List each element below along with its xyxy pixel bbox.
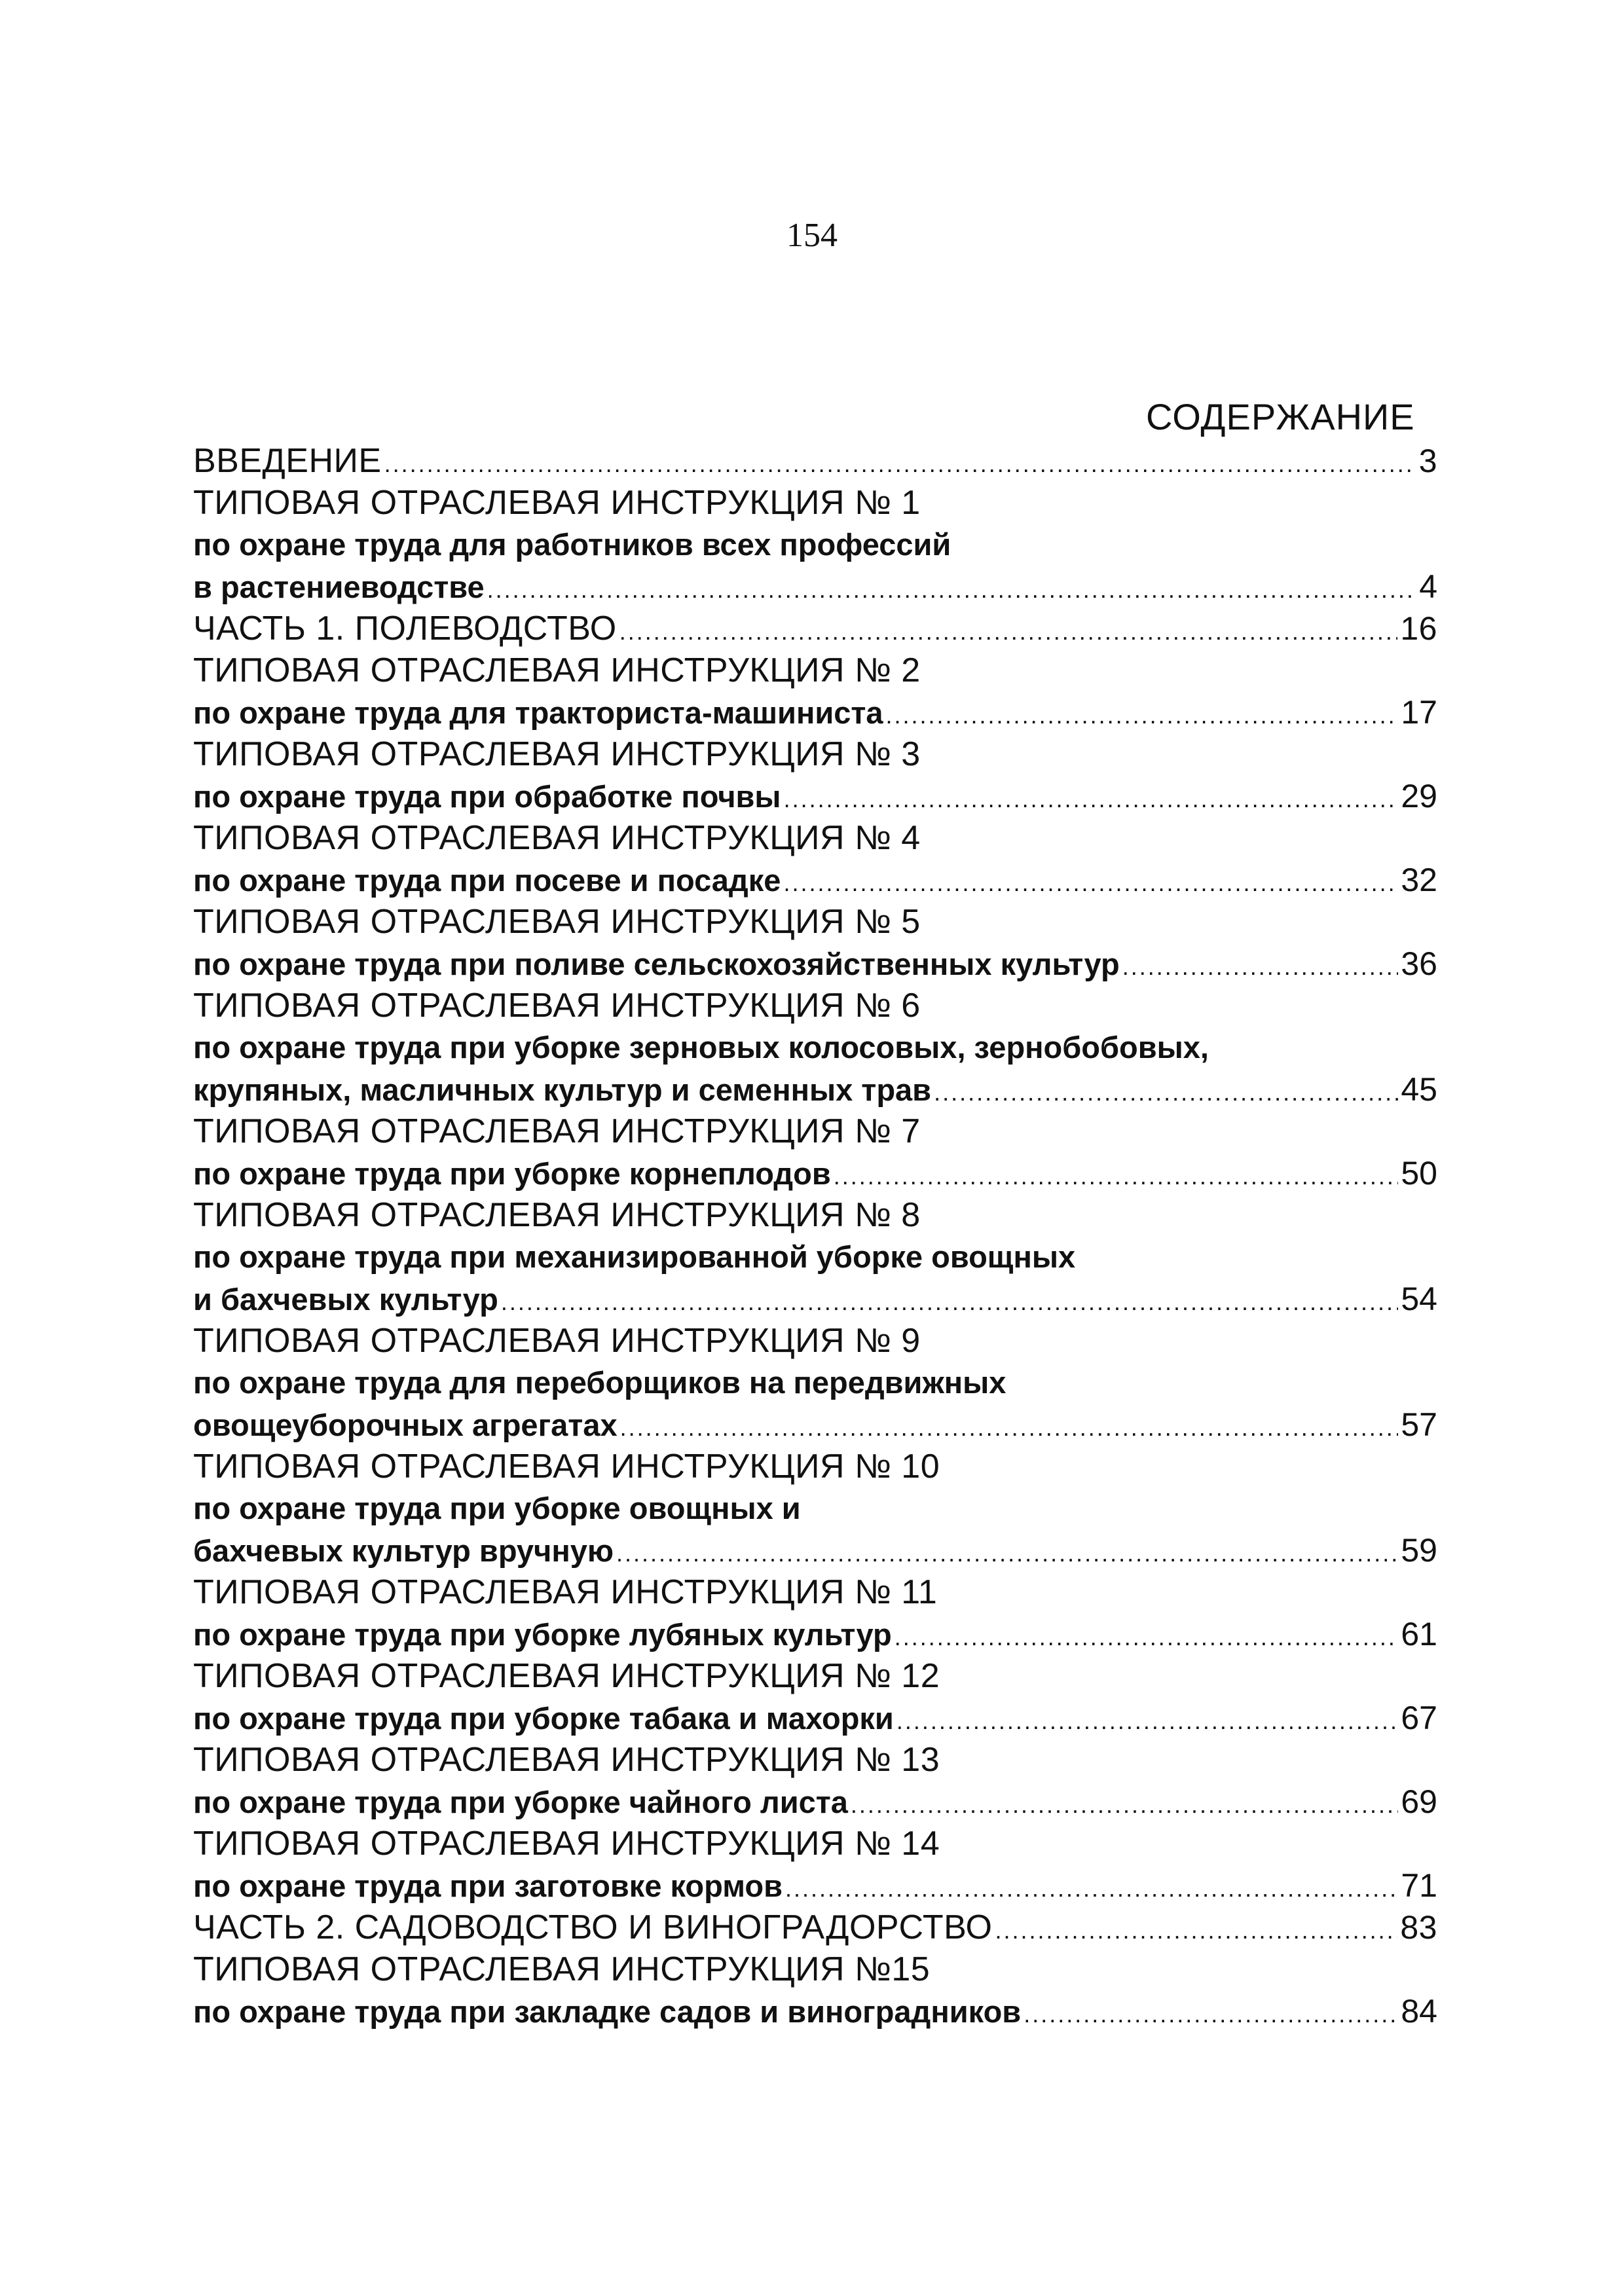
toc-entry: [193, 440, 1437, 482]
toc-entry-text: по охране труда при обработке почвы: [193, 779, 781, 814]
toc-entry-text: по охране труда при уборке табака и махорки: [193, 1701, 894, 1736]
toc-entry: [193, 1529, 1437, 1571]
toc-entry: [193, 1697, 1437, 1739]
toc-entry: [193, 901, 1437, 943]
toc-entry-text: ТИПОВАЯ ОТРАСЛЕВАЯ ИНСТРУКЦИЯ № 14: [193, 1825, 940, 1863]
toc-entry-page: 54: [1401, 1281, 1437, 1317]
dot-leader: [619, 611, 1398, 653]
dot-leader: [487, 569, 1417, 611]
toc-entry-page: 29: [1401, 778, 1437, 814]
toc-entry-page: 16: [1400, 610, 1437, 647]
toc-entry-text: ТИПОВАЯ ОТРАСЛЕВАЯ ИНСТРУКЦИЯ № 2: [193, 651, 921, 689]
toc-entry-text: и бахчевых культур: [193, 1282, 498, 1317]
dot-leader: [1024, 1994, 1398, 2035]
dot-leader: [886, 695, 1399, 737]
toc-entry-text: по охране труда для переборщиков на передвижных: [193, 1365, 1006, 1400]
dot-leader: [501, 1281, 1399, 1323]
toc-entry-text: ТИПОВАЯ ОТРАСЛЕВАЯ ИНСТРУКЦИЯ № 11: [193, 1573, 938, 1611]
toc-entry: [193, 1027, 1437, 1068]
dot-leader: [1122, 946, 1399, 988]
toc-entry: [193, 1236, 1437, 1278]
toc-entry: [193, 1990, 1437, 2032]
toc-entry: [193, 691, 1437, 733]
dot-leader: [785, 1868, 1398, 1910]
toc-entry-page: 4: [1419, 568, 1437, 605]
toc-entry-text: по охране труда при уборке чайного листа: [193, 1785, 848, 1819]
dot-leader: [384, 443, 1416, 485]
toc-entry-text: овощеуборочных агрегатах: [193, 1408, 618, 1442]
toc-entry-text: ЧАСТЬ 1. ПОЛЕВОДСТВО: [193, 610, 617, 647]
toc-entry-page: 84: [1401, 1993, 1437, 2030]
toc-entry-page: 61: [1401, 1616, 1437, 1652]
toc-entry: [193, 1948, 1437, 1990]
toc-entry: [193, 1571, 1437, 1613]
toc-entry-text: ТИПОВАЯ ОТРАСЛЕВАЯ ИНСТРУКЦИЯ № 7: [193, 1112, 921, 1150]
toc-entry: [193, 1781, 1437, 1823]
toc-entry-text: ТИПОВАЯ ОТРАСЛЕВАЯ ИНСТРУКЦИЯ №15: [193, 1950, 931, 1988]
toc-entry: [193, 1906, 1437, 1948]
toc-entry: [193, 1320, 1437, 1362]
toc-entry: [193, 566, 1437, 608]
toc-entry: [193, 1278, 1437, 1320]
toc-entry: [193, 1487, 1437, 1529]
toc-entry: [193, 985, 1437, 1027]
toc-entry-text: по охране труда для тракториста-машиниста: [193, 695, 883, 730]
toc-entry-page: 69: [1401, 1783, 1437, 1820]
toc-entry: [193, 1152, 1437, 1194]
toc-entry: [193, 1362, 1437, 1404]
toc-entry-text: ТИПОВАЯ ОТРАСЛЕВАЯ ИНСТРУКЦИЯ № 1: [193, 484, 921, 522]
dot-leader: [934, 1072, 1398, 1114]
toc-entry-text: по охране труда при закладке садов и виноградников: [193, 1994, 1022, 2029]
toc-entry: [193, 482, 1437, 524]
toc-entry: [193, 608, 1437, 649]
toc-entry-page: 3: [1418, 443, 1437, 479]
toc-title: СОДЕРЖАНИЕ: [1146, 396, 1415, 437]
toc-entry-page: 71: [1401, 1867, 1437, 1904]
toc-entry: [193, 1613, 1437, 1655]
toc-entry-text: в растениеводстве: [193, 570, 485, 604]
toc-entry-text: ТИПОВАЯ ОТРАСЛЕВАЯ ИНСТРУКЦИЯ № 6: [193, 987, 921, 1025]
toc-entry: [193, 1865, 1437, 1906]
dot-leader: [995, 1910, 1398, 1952]
toc-entry-text: ТИПОВАЯ ОТРАСЛЕВАЯ ИНСТРУКЦИЯ № 4: [193, 819, 921, 857]
toc-entry-text: по охране труда при посеве и посадке: [193, 863, 781, 898]
toc-entry: [193, 1446, 1437, 1487]
toc-entry-text: ТИПОВАЯ ОТРАСЛЕВАЯ ИНСТРУКЦИЯ № 13: [193, 1741, 940, 1779]
table-of-contents: [193, 440, 1437, 2032]
toc-entry: [193, 859, 1437, 901]
toc-entry-page: 57: [1401, 1406, 1437, 1443]
toc-entry-page: 83: [1400, 1909, 1437, 1946]
toc-entry-text: ТИПОВАЯ ОТРАСЛЕВАЯ ИНСТРУКЦИЯ № 8: [193, 1196, 921, 1234]
dot-leader: [896, 1700, 1399, 1742]
toc-entry-page: 32: [1401, 862, 1437, 898]
dot-leader: [834, 1156, 1399, 1197]
toc-entry: [193, 524, 1437, 566]
dot-leader: [895, 1616, 1399, 1658]
toc-entry: [193, 817, 1437, 859]
toc-entry-text: по охране труда при уборке зерновых колосовых, зернобобовых,: [193, 1030, 1209, 1065]
toc-entry-text: бахчевых культур вручную: [193, 1533, 614, 1568]
toc-entry-text: ЧАСТЬ 2. САДОВОДСТВО И ВИНОГРАДОРСТВО: [193, 1908, 993, 1946]
toc-entry-text: по охране труда при поливе сельскохозяйственных культур: [193, 947, 1120, 981]
toc-entry-text: ТИПОВАЯ ОТРАСЛЕВАЯ ИНСТРУКЦИЯ № 5: [193, 903, 921, 941]
toc-entry-text: по охране труда при механизированной уборке овощных: [193, 1239, 1076, 1274]
toc-entry-page: 50: [1401, 1155, 1437, 1192]
toc-entry-text: по охране труда для работников всех профессий: [193, 527, 951, 562]
toc-entry-page: 67: [1401, 1700, 1437, 1736]
toc-entry-text: ТИПОВАЯ ОТРАСЛЕВАЯ ИНСТРУКЦИЯ № 10: [193, 1448, 940, 1485]
toc-entry: [193, 1655, 1437, 1697]
dot-leader: [783, 862, 1398, 904]
toc-entry-text: по охране труда при уборке овощных и: [193, 1491, 801, 1525]
toc-entry-text: по охране труда при уборке лубяных культур: [193, 1617, 892, 1652]
toc-entry-page: 17: [1401, 694, 1437, 731]
toc-entry: [193, 943, 1437, 985]
toc-entry-text: ТИПОВАЯ ОТРАСЛЕВАЯ ИНСТРУКЦИЯ № 3: [193, 735, 921, 773]
toc-entry: [193, 1194, 1437, 1236]
dot-leader: [616, 1533, 1398, 1575]
toc-entry: [193, 1404, 1437, 1446]
toc-entry-page: 45: [1401, 1071, 1437, 1108]
toc-entry-text: ВВЕДЕНИЕ: [193, 442, 382, 480]
toc-entry-text: крупяных, масличных культур и семенных трав: [193, 1072, 932, 1107]
toc-entry: [193, 733, 1437, 775]
toc-entry-text: по охране труда при уборке корнеплодов: [193, 1156, 831, 1191]
toc-entry-text: по охране труда при заготовке кормов: [193, 1868, 783, 1903]
toc-entry-text: ТИПОВАЯ ОТРАСЛЕВАЯ ИНСТРУКЦИЯ № 9: [193, 1322, 921, 1360]
toc-entry: [193, 649, 1437, 691]
toc-entry: [193, 1110, 1437, 1152]
toc-entry-page: 36: [1401, 945, 1437, 982]
toc-entry: [193, 775, 1437, 817]
toc-entry: [193, 1823, 1437, 1865]
page-number: 154: [786, 217, 838, 254]
dot-leader: [784, 778, 1399, 820]
toc-entry-page: 59: [1401, 1532, 1437, 1569]
toc-entry: [193, 1068, 1437, 1110]
dot-leader: [620, 1407, 1399, 1449]
toc-entry: [193, 1739, 1437, 1781]
dot-leader: [851, 1784, 1398, 1826]
toc-entry-text: ТИПОВАЯ ОТРАСЛЕВАЯ ИНСТРУКЦИЯ № 12: [193, 1657, 940, 1695]
